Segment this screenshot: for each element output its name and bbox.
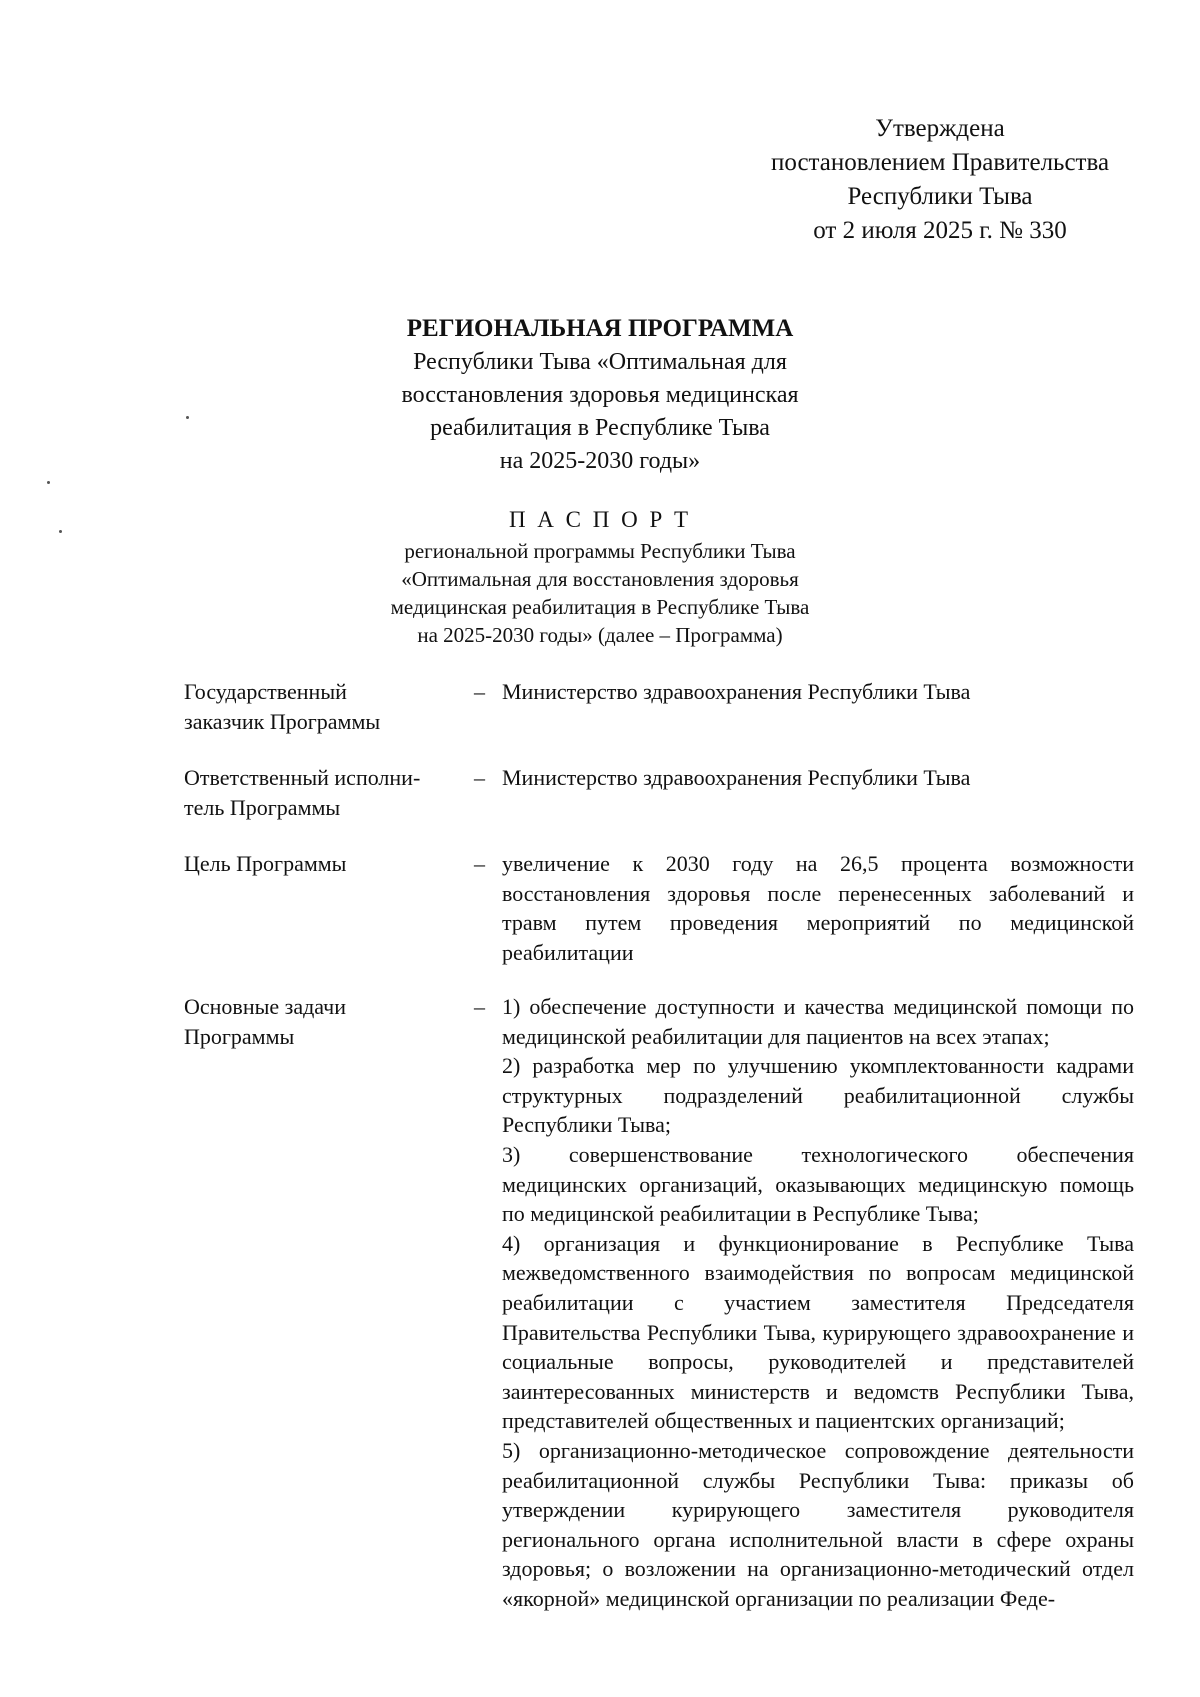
row-label xyxy=(184,677,474,737)
row-value: Министерство здравоохранения Республики Тыва xyxy=(502,765,971,790)
row-dash: – xyxy=(474,679,485,704)
approval-line-3: Республики Тыва xyxy=(847,183,1033,210)
task-item: 5) организационно-методическое сопровождение деятельности реабилитационной службы Республики Тыва: приказы об утверждении курирующего заместителя руководителя регионального органа исполнительной власти в сфере охраны здоровья; о возложении на организационно-методический отдел «якорной» медицинской организации по реализации Феде- xyxy=(502,1437,1134,1611)
task-item: 3) совершенствование технологического обеспечения медицинских организаций, оказывающих медицинскую помощь по медицинской реабилитации в Республике Тыва; xyxy=(502,1141,1134,1227)
scan-speck xyxy=(59,530,62,533)
program-title-line-2: восстановления здоровья медицинская xyxy=(401,382,799,408)
task-item: 4) организация и функционирование в Республике Тыва межведомственного взаимодействия по вопросам медицинской реабилитации с участием заместителя Председателя Правительства Республики Тыва, курирующего здравоохранение и социальные вопросы, руководителей и представителей заинтересованных министерств и ведомств Республики Тыва, представителей общественных и пациентских организаций; xyxy=(502,1230,1134,1434)
passport-line-2: «Оптимальная для восстановления здоровья xyxy=(401,567,799,591)
row-dash: – xyxy=(474,994,485,1019)
task-item: 2) разработка мер по улучшению укомплектованности кадрами структурных подразделений реабилитационной службы Республики Тыва; xyxy=(502,1053,1134,1138)
row-dash: – xyxy=(474,765,485,790)
task-list xyxy=(502,992,1134,1613)
row-label-line: заказчик Программы xyxy=(184,709,381,734)
program-title-main: РЕГИОНАЛЬНАЯ ПРОГРАММА xyxy=(406,315,794,342)
row-label-line: Ответственный исполни- xyxy=(184,765,421,790)
program-title-line-4: на 2025-2030 годы» xyxy=(499,448,701,474)
approval-line-4: от 2 июля 2025 г. № 330 xyxy=(813,217,1067,244)
row-label xyxy=(184,992,474,1052)
goal-text: увеличение к 2030 году на 26,5 процента возможности восстановления здоровья после перенесенных заболеваний и травм путем проведения мероприятий по медицинской реабилитации xyxy=(502,851,1134,965)
row-label xyxy=(184,849,474,879)
passport-heading: П А С П О Р Т xyxy=(508,507,692,532)
program-title-line-3: реабилитация в Республике Тыва xyxy=(430,415,770,441)
scan-speck xyxy=(186,416,189,419)
row-label-line: Основные задачи xyxy=(184,994,347,1019)
row-label-line: Цель Программы xyxy=(184,851,347,876)
approval-stamp xyxy=(740,112,1140,248)
passport-line-1: региональной программы Республики Тыва xyxy=(404,539,796,563)
approval-line-2: постановлением Правительства xyxy=(770,149,1110,176)
row-label-line: Программы xyxy=(184,1024,295,1049)
passport-title xyxy=(330,505,870,649)
approval-line-1: Утверждена xyxy=(875,115,1005,142)
row-dash: – xyxy=(474,851,485,876)
scan-speck xyxy=(47,481,50,484)
passport-line-4: на 2025-2030 годы» (далее – Программа) xyxy=(417,623,783,647)
row-label-line: тель Программы xyxy=(184,795,341,820)
row-label-line: Государственный xyxy=(184,679,347,704)
row-value: Министерство здравоохранения Республики Тыва xyxy=(502,679,971,704)
program-title xyxy=(330,312,870,478)
passport-line-3: медицинская реабилитация в Республике Тыва xyxy=(390,595,810,619)
row-label xyxy=(184,763,474,823)
row-value xyxy=(502,849,1134,967)
program-title-line-1: Республики Тыва «Оптимальная для xyxy=(413,349,787,375)
task-item: 1) обеспечение доступности и качества медицинской помощи по медицинской реабилитации для пациентов на всех этапах; xyxy=(502,994,1134,1049)
